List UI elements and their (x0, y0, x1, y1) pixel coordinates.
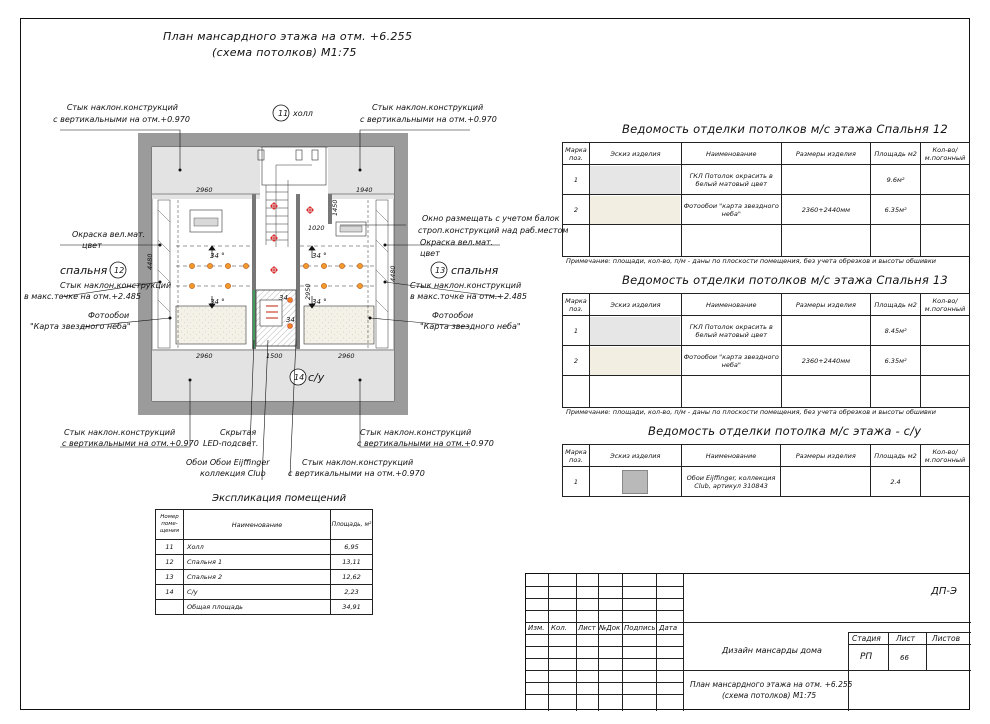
room-number-12: 12 (114, 266, 125, 275)
swatch-wc-wallpaper (622, 470, 648, 494)
cell-area: 2.4 (871, 467, 921, 497)
callout-top-right-2: с вертикальными на отм.+0.970 (360, 115, 497, 124)
table-row-total (156, 600, 373, 615)
cell-mark: 2 (563, 195, 590, 225)
stamp-code: ДП-Э (931, 586, 957, 597)
cell-area: 8.45м² (871, 316, 921, 346)
cell-qty (921, 316, 970, 346)
cell-mark: 2 (563, 346, 590, 376)
col-header-room-area: Площадь, м² (331, 510, 373, 540)
cell-mark: 1 (563, 165, 590, 195)
table-row (563, 165, 970, 195)
callout-window-1: Окно размещать с учетом балок (422, 214, 560, 223)
cell-num: 13 (156, 570, 184, 585)
callout-wallpaper-left-2: "Карта звездного неба" (30, 322, 131, 331)
table-row-empty (563, 376, 970, 408)
stamp-list: Лист (578, 624, 596, 632)
room-label-hall: холл (293, 109, 313, 118)
cell-num (156, 600, 184, 615)
dim-right-vertical: 4480 (389, 265, 397, 282)
swatch-paint (590, 317, 680, 345)
swatch-wallpaper (590, 347, 680, 375)
stamp-list-header: Лист (896, 634, 916, 643)
callout-paint-right-1: Окраска вел.мат. (420, 238, 494, 247)
col-header-mark: Марка поз. (563, 294, 590, 316)
cell-name: С/у (184, 585, 331, 600)
slope-angle-c: 34 ° (312, 252, 327, 260)
swatch-paint (590, 166, 680, 194)
col-header-qty: Кол-во/ м.погонный (920, 445, 969, 467)
room-label-bedroom-12: спальня (60, 264, 108, 277)
col-header-room-num: Номер поме- щения (156, 510, 184, 540)
cell-sketch (589, 195, 681, 225)
cell-area: 13,11 (331, 555, 373, 570)
cell-name: Фотообои "карта звездного неба" (681, 195, 781, 225)
callout-ridge-left-2: в макс.точке на отм.+2.485 (24, 292, 141, 301)
room-number-14: 14 (294, 373, 305, 382)
finish-table-1-note: Примечание: площади, кол-во, п/м - даны по плоскости помещения, без учета обрезков и высоты обшивки (566, 257, 937, 265)
cell-area: 6.35м² (871, 195, 921, 225)
cell-num: 11 (156, 540, 184, 555)
dim-bottom-right: 2960 (338, 352, 355, 360)
col-header-mark: Марка поз. (563, 143, 590, 165)
table-row (156, 555, 373, 570)
col-header-size: Размеры изделия (781, 445, 871, 467)
finish-table-2 (562, 293, 970, 408)
cell-size: 2360+2440мм (781, 195, 871, 225)
cell-area: 6.35м² (871, 346, 921, 376)
finish-table-3 (562, 444, 970, 497)
stamp-listov-header: Листов (932, 634, 961, 643)
finish-table-2-title: Ведомость отделки потолков м/с этажа Спальня 13 (622, 273, 948, 287)
finish-table-2-note: Примечание: площади, кол-во, п/м - даны по плоскости помещения, без учета обрезков и высоты обшивки (566, 408, 937, 416)
stamp-izm: Изм. (528, 624, 545, 632)
callout-wallpaper-right-2: "Карта звездного неба" (420, 322, 521, 331)
col-header-qty: Кол-во/ м.погонный (921, 143, 970, 165)
room-number-13: 13 (435, 266, 446, 275)
cell-area: 6,95 (331, 540, 373, 555)
dim-bottom-left: 2960 (196, 352, 213, 360)
col-header-size: Размеры изделия (781, 294, 871, 316)
stamp-list-number: 66 (900, 654, 909, 662)
cell-sketch (589, 346, 681, 376)
stamp-stadiya: РП (860, 652, 873, 662)
stamp-data: Дата (659, 624, 678, 632)
finish-table-1-title: Ведомость отделки потолков м/с этажа Спальня 12 (622, 122, 948, 136)
cell-area: 9.6м² (871, 165, 921, 195)
stamp-stadiya-header: Стадия (852, 634, 881, 643)
stamp-sheet-title-2: (схема потолков) М1:75 (722, 691, 817, 700)
dim-small-vertical: 1450 (331, 199, 339, 216)
dim-left-vertical: 4480 (146, 253, 154, 270)
swatch-wallpaper (590, 196, 680, 224)
room-label-wc: с/у (308, 371, 325, 384)
table-row (156, 585, 373, 600)
cell-num: 14 (156, 585, 184, 600)
slope-angle-e: 34 (279, 294, 288, 302)
dim-mid-vertical: 2950 (304, 283, 312, 300)
cell-num: 12 (156, 555, 184, 570)
callout-paint-left-2: цвет (82, 241, 102, 250)
callout-paint-left-1: Окраска вел.мат. (72, 230, 146, 239)
col-header-name: Наименование (681, 143, 781, 165)
col-header-sketch: Эскиз изделия (589, 445, 681, 467)
cell-size (781, 316, 871, 346)
callout-oboi-1: Обои Обои Eijffinger (186, 458, 270, 467)
callout-wallpaper-right-1: Фотообои (432, 311, 474, 320)
table-row (563, 316, 970, 346)
plan-title-line2: (схема потолков) М1:75 (212, 46, 357, 59)
callout-top-left-2: с вертикальными на отм.+0.970 (53, 115, 190, 124)
col-header-size: Размеры изделия (781, 143, 871, 165)
col-header-name: Наименование (681, 294, 781, 316)
title-block (525, 573, 970, 710)
stamp-ndok: №Док (599, 624, 621, 632)
cell-name: Фотообои "карта звездного неба" (681, 346, 781, 376)
cell-qty (921, 195, 970, 225)
stamp-kol: Кол. (551, 624, 567, 632)
table-row (563, 467, 970, 497)
callout-oboi-2: коллекция Club (200, 469, 266, 478)
callout-bottom-left-2: с вертикальными на отм.+0.970 (62, 439, 199, 448)
callout-ridge-left-1: Стык наклон.конструкций (60, 281, 172, 290)
dim-top-left: 2960 (196, 186, 213, 194)
slope-angle-f: 34 (286, 316, 295, 324)
cell-name: Общая площадь (184, 600, 331, 615)
cell-size (781, 165, 871, 195)
col-header-area: Площадь м2 (871, 294, 921, 316)
table-row-empty (563, 225, 970, 257)
finish-table-1 (562, 142, 970, 257)
table-row (156, 540, 373, 555)
cell-mark: 1 (563, 316, 590, 346)
callout-bottom-right-2: с вертикальными на отм.+0.970 (357, 439, 494, 448)
callout-top-left-1: Стык наклон.конструкций (66, 103, 178, 112)
cell-mark: 1 (563, 467, 590, 497)
cell-qty (921, 165, 970, 195)
cell-sketch (589, 165, 681, 195)
callout-paint-right-2: цвет (420, 249, 440, 258)
cell-sketch (589, 316, 681, 346)
room-number-11: 11 (278, 109, 289, 118)
callout-led-1: Скрытая (220, 428, 257, 437)
cell-area: 12,62 (331, 570, 373, 585)
callout-window-2: строп.конструкций над раб.местом (418, 226, 569, 235)
stamp-podpis: Подпись (624, 624, 656, 632)
room-label-bedroom-13: спальня (451, 264, 499, 277)
callout-bottom-center-1: Стык наклон.конструкций (302, 458, 414, 467)
cell-sketch (589, 467, 681, 497)
stamp-sheet-title-1: План мансардного этажа на отм. +6.255 (690, 680, 853, 689)
callout-ridge-right-1: Стык наклон.конструкций (410, 281, 522, 290)
table-row (156, 570, 373, 585)
cell-area: 2,23 (331, 585, 373, 600)
col-header-mark: Марка поз. (563, 445, 590, 467)
cell-name: ГКЛ Потолок окрасить в белый матовый цвет (681, 165, 781, 195)
explication-table (155, 509, 373, 615)
col-header-room-name: Наименование (184, 510, 331, 540)
cell-name: ГКЛ Потолок окрасить в белый матовый цвет (681, 316, 781, 346)
explication-title: Экспликация помещений (212, 493, 347, 504)
callout-bottom-right-1: Стык наклон.конструкций (360, 428, 472, 437)
cell-name: Холл (184, 540, 331, 555)
callout-bottom-left-1: Стык наклон.конструкций (64, 428, 176, 437)
table-row (563, 195, 970, 225)
slope-angle-b: 34 ° (210, 298, 225, 306)
slope-angle-a: 34 ° (210, 252, 225, 260)
finish-table-3-title: Ведомость отделки потолка м/с этажа - с/у (648, 424, 922, 438)
col-header-sketch: Эскиз изделия (589, 143, 681, 165)
stamp-project: Дизайн мансарды дома (722, 646, 822, 655)
table-row (563, 346, 970, 376)
col-header-area: Площадь м2 (871, 143, 921, 165)
cell-qty (921, 346, 970, 376)
col-header-qty: Кол-во/ м.погонный (921, 294, 970, 316)
callout-bottom-center-2: с вертикальными на отм.+0.970 (288, 469, 425, 478)
col-header-sketch: Эскиз изделия (589, 294, 681, 316)
dim-bottom-mid: 1500 (266, 352, 283, 360)
callout-top-right-1: Стык наклон.конструкций (372, 103, 484, 112)
callout-ridge-right-2: в макс.точке на отм.+2.485 (410, 292, 527, 301)
cell-name: Спальня 1 (184, 555, 331, 570)
cell-name: Спальня 2 (184, 570, 331, 585)
dim-inner-1020: 1020 (308, 224, 325, 232)
cell-size: 2360+2440мм (781, 346, 871, 376)
cell-area: 34,91 (331, 600, 373, 615)
callout-led-2: LED-подсвет. (203, 439, 259, 448)
slope-angle-d: 34 ° (312, 298, 327, 306)
col-header-area: Площадь м2 (871, 445, 921, 467)
cell-qty (920, 467, 969, 497)
cell-size (781, 467, 871, 497)
callout-wallpaper-left-1: Фотообои (88, 311, 130, 320)
dim-top-right: 1940 (356, 186, 373, 194)
col-header-name: Наименование (681, 445, 781, 467)
cell-name: Обои Eijffinger, коллекция Club, артикул 310843 (681, 467, 781, 497)
plan-title-line1: План мансардного этажа на отм. +6.255 (163, 30, 413, 43)
